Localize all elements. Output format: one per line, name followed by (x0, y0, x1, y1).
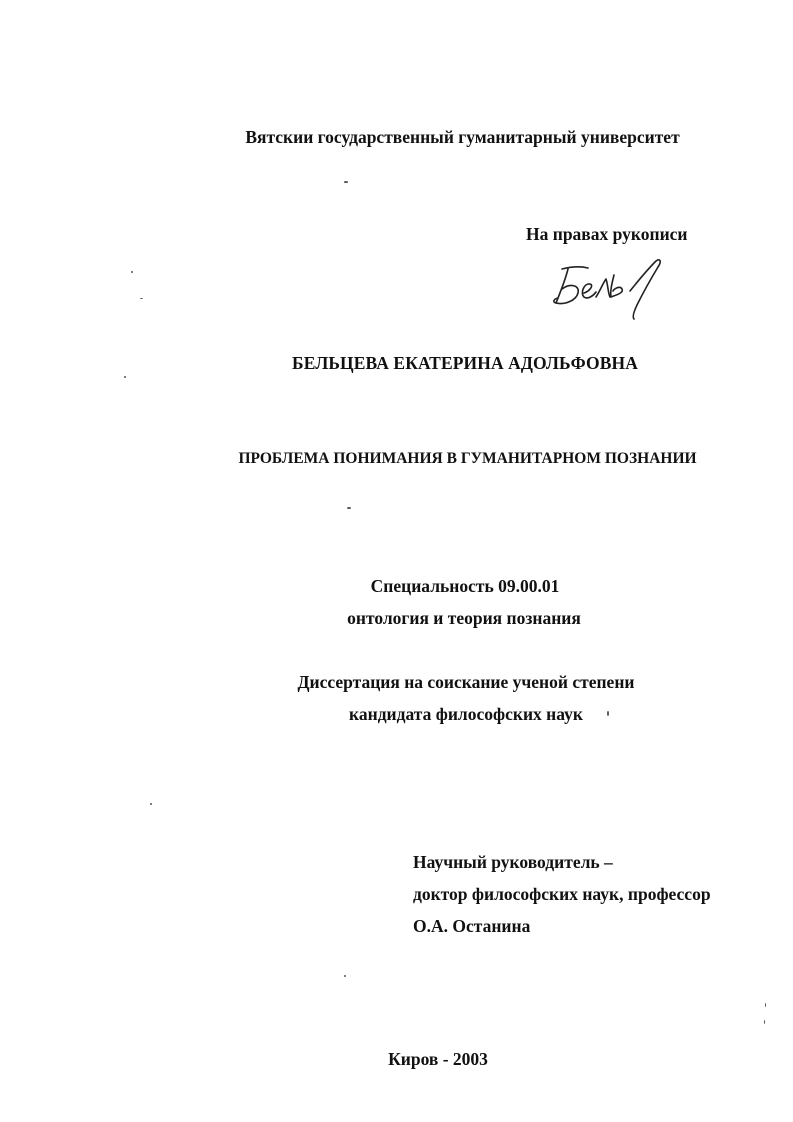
scan-speck (150, 803, 152, 805)
specialty-name: онтология и теория познания (347, 608, 581, 628)
scan-speck (765, 1003, 766, 1007)
scan-speck (347, 507, 351, 509)
scan-speck (140, 298, 143, 299)
scan-speck (344, 975, 346, 977)
dissertation-title: ПРОБЛЕМА ПОНИМАНИЯ В ГУМАНИТАРНОМ ПОЗНАНИИ (238, 450, 697, 467)
scan-speck (344, 181, 348, 183)
degree-line-1: Диссертация на соискание ученой степени (297, 672, 635, 692)
supervisor-name: О.А. Останина (413, 916, 531, 936)
manuscript-note: На правах рукописи (526, 224, 688, 244)
author-name: БЕЛЬЦЕВА ЕКАТЕРИНА АДОЛЬФОВНА (292, 353, 638, 373)
supervisor-label: Научный руководитель – (413, 852, 613, 872)
city-year: Киров - 2003 (388, 1049, 488, 1069)
signature-text: Бель (548, 321, 550, 322)
degree-line-2: кандидата философских наук (349, 704, 583, 724)
scan-speck (764, 1020, 765, 1024)
scan-speck (124, 376, 126, 378)
handwritten-signature (548, 255, 673, 323)
university-name: Вятскии государственный гуманитарный университет (245, 127, 680, 147)
scan-speck (607, 711, 609, 716)
supervisor-degree: доктор философских наук, профессор (413, 884, 711, 904)
specialty-code: Специальность 09.00.01 (370, 576, 560, 596)
scan-speck (131, 271, 133, 273)
